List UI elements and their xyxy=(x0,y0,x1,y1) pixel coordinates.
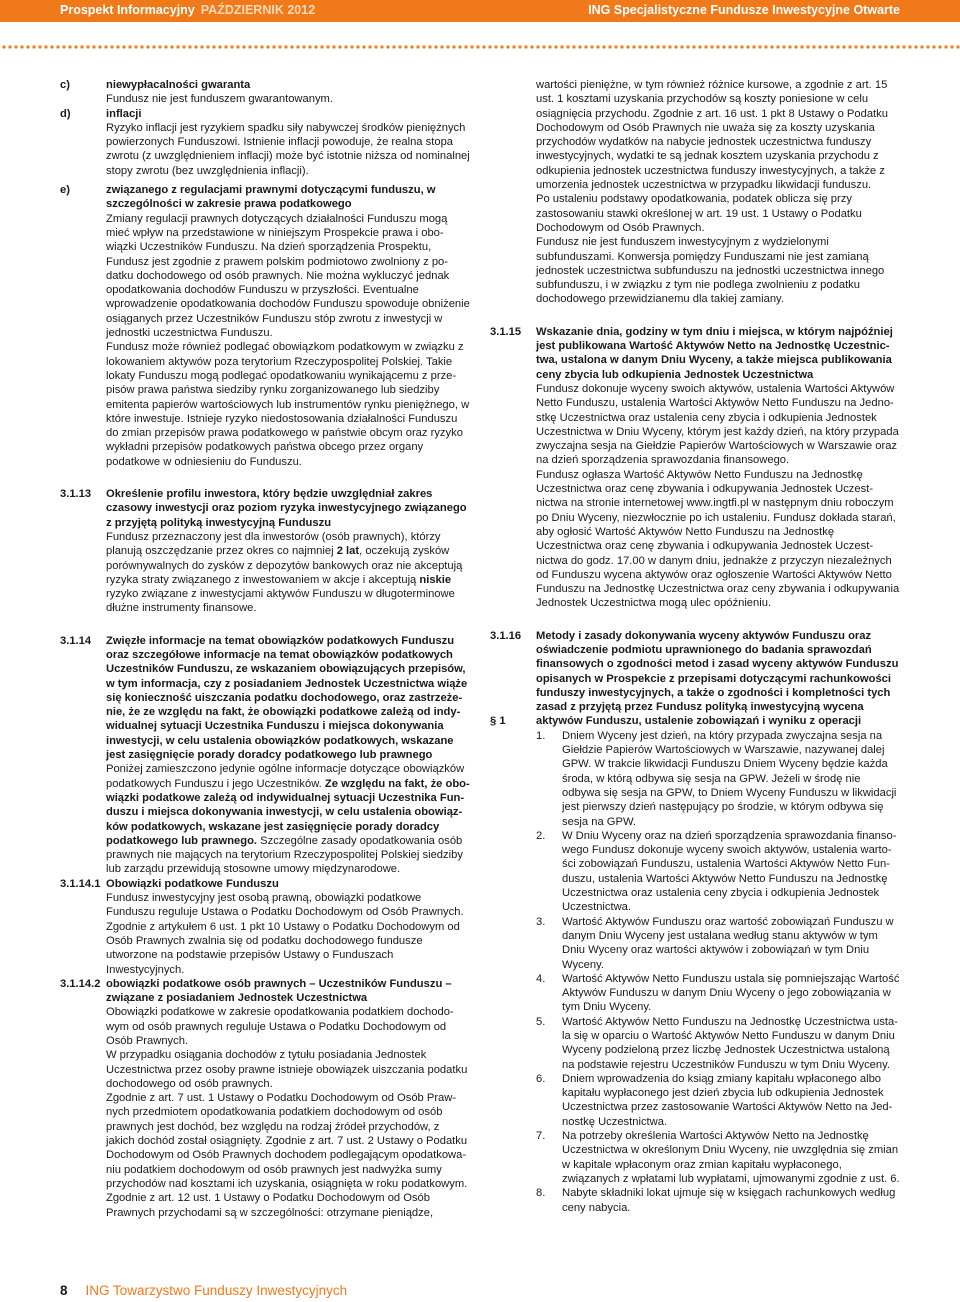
section-heading: Zwięzłe informacje na temat obowiązków podatkowych Funduszu oraz szczegółowe informacje na temat obowiązków podatkowych Uczestników Funduszu, ze wskazaniem obowiązujących przepisów, w tym informacja, czy z posiadaniem Jednostek Uczestnictwa wiąże się konieczność uiszczania podatku dochodowego, oraz zastrzeżenie, że ze względu na fakt, że obowiązki podatkowe zależą od indywidualnej sytuacji Uczestnika Funduszu i miejsca dokonywania inwestycji, w celu ustalenia obowiązków podatkowych, wskazane jest zasięgnięcie porady doradcy podatkowego lub prawnego xyxy=(106,634,468,762)
list-item-text: Wartość Aktywów Netto Funduszu na Jednostkę Uczestnictwa ustala się w oparciu o Wartość Aktywów Netto Funduszu w danym Dniu Wyceny podzieloną przez liczbę Jednostek Uczestnictwa ustaloną na podstawie rejestru Uczestników Funduszu w tym Dniu Wyceny. xyxy=(562,1015,898,1071)
section-3-1-13 xyxy=(60,487,470,616)
paragraph-mark: § 1 xyxy=(490,714,506,727)
section-text: Fundusz inwestycyjny jest osobą prawną, obowiązki podatkowe Funduszu reguluje Ustawa o Podatku Dochodowym od Osób Prawnych. Zgodnie z artykułem 6 ust. 1 pkt 10 Ustawy o Podatku Dochodowym od Osób Prawnych zwalnia się od podatku dochodowego fundusze utworzone na podstawie przepisów Ustawy o Funduszach Inwestycyjnych. xyxy=(106,892,464,976)
list-item-text: Wartość Aktywów Netto Funduszu ustala się pomniejszając Wartość Aktywów Funduszu w danym Dniu Wyceny o jego zobowiązania w tym Dniu Wyceny. xyxy=(562,972,900,1014)
list-item-number: 3. xyxy=(536,915,546,928)
item-heading: niewypłacalności gwaranta xyxy=(106,79,251,91)
list-item xyxy=(536,1072,900,1129)
section-heading: Metody i zasady dokonywania wyceny aktywów Funduszu oraz oświadczenie podmiotu uprawnionego do badania sprawozdań finansowych o zgodności metod i zasad wyceny aktywów Funduszu opisanych w Prospekcie z przepisami dotyczącymi rachunkowości funduszy inwestycyjnych, a także o zgodności i kompletności tych zasad z przyjętą przez Fundusz polityką inwestycyjną wycena aktywów Funduszu, ustalenie zobowiązań i wyniku z operacji xyxy=(536,629,899,728)
list-item-text: Wartość Aktywów Funduszu oraz wartość zobowiązań Funduszu w danym Dniu Wyceny jest ustalana według stanu aktywów w tym Dniu Wyceny oraz wartości aktywów i zobowiązań w tym Dniu Wyceny. xyxy=(562,915,894,971)
list-item-text: Dniem wprowadzenia do ksiąg zmiany kapitału wpłaconego albo kapitału wypłaconego jest dzień zbycia lub odkupienia Jednostek Uczestnictwa przez zastosowanie Wartości Aktywów Netto na Jednostkę Uczestnictwa. xyxy=(562,1072,893,1128)
dotted-divider xyxy=(0,43,960,51)
continued-text xyxy=(490,78,900,307)
item-marker: c) xyxy=(60,79,70,91)
list-item-number: 7. xyxy=(536,1130,546,1143)
section-text: Fundusz ogłasza Wartość Aktywów Netto Funduszu na Jednostkę Uczestnictwa oraz cenę zbywania i odkupywania Jednostek Uczestnictwa na stronie internetowej www.ingtfi.pl w następnym dniu roboczym po Dniu Wyceny, niezwłocznie po ich ustaleniu. Fundusz dokłada starań, aby ogłosić Wartość Aktywów Netto Funduszu na Jednostkę Uczestnictwa oraz cenę zbywania i odkupywania Jednostek Uczestnictwa do godz. 17.00 w danym dniu, jednakże z przyczyn niezależnych od Funduszu wycena aktywów oraz ogłoszenie Wartości Aktywów Netto Funduszu na Jednostkę Uczestnictwa oraz ceny zbywania i odkupywania Jednostek Uczestnictwa mogą ulec opóźnieniu. xyxy=(536,468,900,610)
list-item-text: W Dniu Wyceny oraz na dzień sporządzenia sprawozdania finansowego Fundusz dokonuje wyceny swoich aktywów, ustalenia wartości zobowiązań Funduszu, ustalenia Wartości Aktywów Netto Funduszu, ustalenia Wartości Aktywów Netto Funduszu na Jednostkę Uczestnictwa oraz ustalenia ceny zbycia i odkupienia Jednostek Uczestnictwa. xyxy=(562,829,897,914)
left-column xyxy=(60,78,470,1220)
section-text: Obowiązki podatkowe w zakresie opodatkowania podatkiem dochodowym od osób prawnych reguluje Ustawa o Podatku Dochodowym od Osób Prawnych. xyxy=(106,1006,454,1047)
list-item xyxy=(536,1129,900,1186)
risk-item-d xyxy=(60,107,470,178)
section-3-1-14-2 xyxy=(60,977,470,1220)
section-number: 3.1.16 xyxy=(490,629,522,642)
section-number: 3.1.14.2 xyxy=(60,977,101,990)
list-item xyxy=(536,1015,900,1072)
paragraph: Po ustaleniu podstawy opodatkowania, podatek oblicza się przy zastosowaniu stawki określonej w art. 19 ust. 1 Ustawy o Podatku Dochodowym od Osób Prawnych. xyxy=(536,193,862,234)
item-marker: e) xyxy=(60,184,70,197)
section-text: Fundusz dokonuje wyceny swoich aktywów, ustalenia Wartości Aktywów Netto Funduszu, ustalenia Wartości Aktywów Netto Funduszu na Jednostkę Uczestnictwa oraz ustalenia ceny zbycia i odkupienia Jednostek Uczestnictwa w Dniu Wyceny, którym jest każdy dzień, na który przypada zwyczajna sesja na Giełdzie Papierów Wartościowych w Warszawie oraz na dzień sporządzenia sprawozdania finansowego. xyxy=(536,382,899,467)
item-heading: inflacji xyxy=(106,107,142,120)
list-item xyxy=(536,972,900,1015)
item-text: Fundusz nie jest funduszem gwarantowanym. xyxy=(106,93,333,106)
paragraph: Fundusz nie jest funduszem inwestycyjnym z wydzielonymi subfunduszami. Konwersja pomiędzy Funduszami nie jest zamianą jednostek uczestnictwa subfunduszu na jednostki uczestnictwa innego subfunduszu, i w związku z tym nie podlega zwolnieniu z podatku dochodowego przewidzianemu dla takiej zamiany. xyxy=(536,236,885,306)
header-bar xyxy=(0,0,960,22)
item-marker: d) xyxy=(60,107,71,120)
section-text: Poniżej zamieszczono jedynie ogólne informacje dotyczące obowiązków podatkowych Funduszu i jego Uczestników. Ze względu na fakt, że obowiązki podatkowe zależą od indywidualnej sytuacji Uczestnika Funduszu i miejsca dokonywania inwestycji, w celu ustalenia obowiązków podatkowych, wskazane jest zasięgnięcie porady doradcy podatkowego lub prawnego. Szczególne zasady opodatkowania osób prawnych nie mających na terytorium Rzeczypospolitej Polskiej siedziby lub zarządu przewidują stosowne umowy międzynarodowe. xyxy=(106,763,470,876)
list-item-text: Dniem Wyceny jest dzień, na który przypada zwyczajna sesja na Giełdzie Papierów Wartościowych w Warszawie, nazywanej dalej GPW. W trakcie likwidacji Funduszu Dniem Wyceny będzie każda środa, w którą odbywa się sesja na GPW. Jeżeli w środę nie odbywa się sesja na GPW, to Dniem Wyceny Funduszu w likwidacji jest pierwszy dzień następujący po środzie, w którym odbywa się sesja na GPW. xyxy=(562,729,897,828)
list-item-number: 6. xyxy=(536,1072,546,1085)
list-item-number: 5. xyxy=(536,1015,546,1028)
risk-item-c xyxy=(60,78,470,107)
header-left xyxy=(60,3,315,17)
section-number: 3.1.14.1 xyxy=(60,877,101,890)
page-footer xyxy=(60,1283,347,1298)
section-number: 3.1.15 xyxy=(490,325,522,338)
item-heading: związanego z regulacjami prawnymi dotyczącymi funduszu, w szczególności w zakresie prawa podatkowego xyxy=(106,184,436,211)
list-item-number: 8. xyxy=(536,1187,546,1200)
list-item-number: 4. xyxy=(536,972,546,985)
item-text: Fundusz może również podlegać obowiązkom podatkowym w związku z lokowaniem aktywów poza terytorium Rzeczypospolitej Polskiej. Takie lokaty Funduszu mogą podlegać opodatkowaniu wynikającemu z przepisów prawa państwa siedziby rynku zorganizowanego lub siedziby emitenta papierów wartościowych lub instrumentów rynku pieniężnego, w które inwestuje. Istnieje ryzyko niedostosowania działalności Funduszu do zmian przepisów prawa podatkowego w państwie obcym oraz ryzyko wykładni przepisów podatkowych państwa obcego przez organy podatkowe w odniesieniu do Funduszu. xyxy=(106,341,470,468)
list-item xyxy=(536,829,900,915)
section-3-1-16 xyxy=(490,629,900,1215)
valuation-rules-list xyxy=(536,729,900,1215)
section-heading: Obowiązki podatkowe Funduszu xyxy=(106,877,279,890)
item-text: Zmiany regulacji prawnych dotyczących działalności Funduszu mogą mieć wpływ na przedstawione w niniejszym Prospekcie prawa i obowiązki Uczestników Funduszu. Na dzień sporządzenia Prospektu, Fundusz jest zgodnie z prawem polskim podmiotowo zwolniony z podatku dochodowego od osób prawnych. Nie można wykluczyć jednak opodatkowania dochodów Funduszu w przyszłości. Eventualne wprowadzenie opodatkowania dochodów Funduszu spowoduje obniżenie osiąganych przez Uczestników Funduszu stóp zwrotu z inwestycji w jednostki uczestnictwa Funduszu. xyxy=(106,212,470,340)
list-item-text: Na potrzeby określenia Wartości Aktywów Netto na Jednostkę Uczestnictwa w określonym Dniu Wyceny, nie uwzględnia się zmian w kapitale wpłaconym oraz zmian kapitału wypłaconego, związanych z wpłatami lub wypłatami, ujmowanymi zgodnie z ust. 6. xyxy=(562,1130,900,1185)
footer-organization: ING Towarzystwo Funduszy Inwestycyjnych xyxy=(85,1283,348,1298)
document-title: Prospekt Informacyjny xyxy=(60,3,195,17)
list-item xyxy=(536,729,900,829)
risk-item-e xyxy=(60,183,470,469)
page-number: 8 xyxy=(60,1283,68,1298)
item-text: Ryzyko inflacji jest ryzykiem spadku siły nabywczej środków pieniężnych powierzonych Funduszowi. Istnienie inflacji powoduje, że realna stopa zwrotu (z uwzględnieniem inflacji) może być istotnie niższa od nominalnej stopy zwrotu (bez uwzględnienia inflacji). xyxy=(106,121,470,177)
document-date: PAŹDZIERNIK 2012 xyxy=(200,3,316,17)
list-item-number: 1. xyxy=(536,729,546,742)
list-item-text: Nabyte składniki lokat ujmuje się w księgach rachunkowych według ceny nabycia. xyxy=(562,1187,896,1214)
section-heading: Wskazanie dnia, godziny w tym dniu i miejsca, w którym najpóźniej jest publikowana Wartość Aktywów Netto na Jednostkę Uczestnictwa, ustalona w danym Dniu Wyceny, a także miejsca publikowania ceny zbycia lub odkupienia Jednostek Uczestnictwa xyxy=(536,325,893,381)
list-item-number: 2. xyxy=(536,829,546,842)
section-heading: obowiązki podatkowe osób prawnych – Uczestników Funduszu – związane z posiadaniem Jednostek Uczestnictwa xyxy=(106,977,452,1005)
section-3-1-14-1 xyxy=(60,877,470,977)
section-number: 3.1.14 xyxy=(60,634,92,647)
section-3-1-15 xyxy=(490,325,900,611)
right-column xyxy=(490,78,900,1215)
list-item xyxy=(536,915,900,972)
section-number: 3.1.13 xyxy=(60,488,92,501)
paragraph: wartości pieniężne, w tym również różnice kursowe, a zgodnie z art. 15 ust. 1 kosztami uzyskania przychodów są koszty poniesione w celu osiągnięcia przychodu. Zgodnie z art. 16 ust. 1 pkt 8 Ustawy o Podatku Dochodowym od Osób Prawnych nie uważa się za koszty uzyskania przychodów wydatków na nabycie jednostek uczestnictwa funduszy inwestycyjnych, wydatki te są jednak kosztem uzyskania przychodu z odkupienia jednostek uczestnictwa funduszy inwestycyjnych, a także z umorzenia jednostek uczestnictwa w przypadku likwidacji funduszu. xyxy=(536,79,888,192)
section-text: Zgodnie z art. 7 ust. 1 Ustawy o Podatku Dochodowym od Osób Prawnych przedmiotem opodatkowania podatkiem dochodowym od osób prawnych jest dochód, bez względu na rodzaj źródeł przychodów, z jakich dochód został osiągnięty. Zgodnie z art. 7 ust. 2 Ustawy o Podatku Dochodowym od Osób Prawnych dochodem podlegającym opodatkowaniu podatkiem dochodowym od osób prawnych jest nadwyżka sumy przychodów nad kosztami ich uzyskania, osiągnięta w roku podatkowym. Zgodnie z art. 12 ust. 1 Ustawy o Podatku Dochodowym od Osób Prawnych przychodami są w szczególności: otrzymane pieniądze, xyxy=(106,1092,468,1219)
fund-name: ING Specjalistyczne Fundusze Inwestycyjne Otwarte xyxy=(588,3,900,17)
section-text: Fundusz przeznaczony jest dla inwestorów (osób prawnych), którzy planują oszczędzanie przez okres co najmniej 2 lat, oczekują zysków porównywalnych do zysków z depozytów bankowych oraz nie akceptują ryzyka straty związanego z inwestowaniem w akcje i akceptują niskie ryzyko związane z inwestycjami aktywów Funduszu w długoterminowe dłużne instrumenty finansowe. xyxy=(106,530,463,615)
section-heading: Określenie profilu inwestora, który będzie uwzględniał zakres czasowy inwestycji oraz poziom ryzyka inwestycyjnego związanego z przyjętą polityką inwestycyjną Funduszu xyxy=(106,488,467,529)
section-3-1-14 xyxy=(60,634,470,877)
section-text: W przypadku osiągania dochodów z tytułu posiadania Jednostek Uczestnictwa przez osoby prawne istnieje obowiązek uiszczania podatku dochodowego od osób prawnych. xyxy=(106,1049,468,1090)
list-item xyxy=(536,1186,900,1215)
